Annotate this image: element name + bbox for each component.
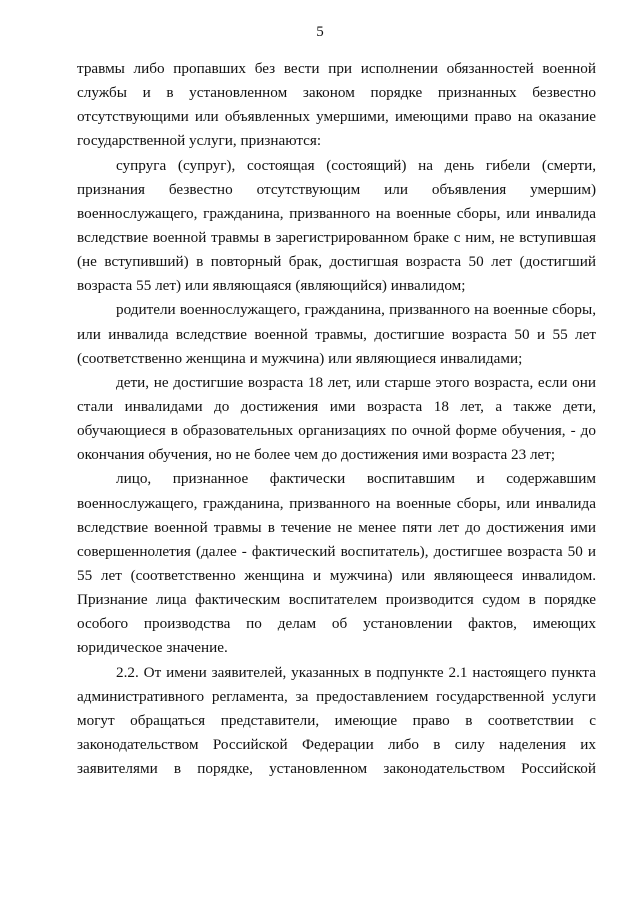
- text-line: службы и в установленном законом порядке признанных безвестно: [77, 84, 596, 102]
- text-line: военнослужащего, гражданина, призванного на военные сборы, или инвалида: [77, 494, 596, 512]
- paragraph-spouse: [77, 154, 596, 299]
- paragraph-guardian: [77, 467, 596, 660]
- text-line: лицо, признанное фактически воспитавшим и содержавшим: [116, 470, 596, 488]
- text-line: вследствие военной травмы в зарегистрированном браке с ним, не вступившая: [77, 228, 596, 246]
- text-line: окончания обучения, но не более чем до достижения ими возраста 23 лет;: [77, 446, 556, 464]
- page-number: 5: [316, 24, 324, 40]
- paragraph-parents: [77, 298, 596, 370]
- text-line: совершеннолетия (далее - фактический воспитатель), достигшее возраста 50 и: [77, 542, 596, 560]
- text-line: супруга (супруг), состоящая (состоящий) на день гибели (смерти,: [116, 156, 596, 174]
- text-line: вследствие военной травмы в течение не менее пяти лет до достижения ими: [77, 518, 596, 536]
- text-line: (соответственно женщина и мужчина) или являющиеся инвалидами;: [77, 349, 523, 367]
- text-line: признания безвестно отсутствующим или объявления умершим): [77, 180, 596, 198]
- text-line: обучающиеся в образовательных организациях по очной форме обучения, - до: [77, 422, 596, 440]
- text-line: могут обращаться представители, имеющие право в соответствии с: [77, 711, 596, 729]
- text-line: военнослужащего, гражданина, призванного на военные сборы, или инвалида: [77, 204, 596, 222]
- text-line: законодательством Российской Федерации либо в силу наделения их: [77, 735, 596, 753]
- text-line: государственной услуги, признаются:: [77, 132, 322, 150]
- document-body: [77, 57, 596, 781]
- paragraph-intro: [77, 57, 596, 154]
- text-line: особого производства по делам об установлении фактов, имеющих: [77, 615, 596, 633]
- text-line: возраста 55 лет) или являющаяся (являющийся) инвалидом;: [77, 277, 466, 295]
- text-line: дети, не достигшие возраста 18 лет, или старше этого возраста, если они: [116, 373, 596, 391]
- text-line: заявителями в порядке, установленном законодательством Российской: [77, 760, 596, 778]
- text-line: административного регламента, за предоставлением государственной услуги: [77, 687, 596, 705]
- text-line: родители военнослужащего, гражданина, призванного на военные сборы,: [116, 301, 596, 319]
- text-line: (не вступивший) в повторный брак, достигшая возраста 50 лет (достигший: [77, 253, 596, 271]
- text-line: 2.2. От имени заявителей, указанных в подпункте 2.1 настоящего пункта: [116, 663, 596, 681]
- paragraph-section-2-2: [77, 661, 596, 782]
- text-line: отсутствующими или объявленных умершими, имеющими право на оказание: [77, 108, 596, 126]
- paragraph-children: [77, 371, 596, 468]
- text-line: 55 лет (соответственно женщина и мужчина) или являющееся инвалидом.: [77, 566, 596, 584]
- text-line: травмы либо пропавших без вести при исполнении обязанностей военной: [77, 60, 596, 77]
- text-line: юридическое значение.: [77, 639, 228, 657]
- text-line: Признание лица фактическим воспитателем производится судом в порядке: [77, 591, 596, 609]
- text-line: или инвалида вследствие военной травмы, достигшие возраста 50 и 55 лет: [77, 325, 596, 343]
- text-line: стали инвалидами до достижения ими возраста 18 лет, а также дети,: [77, 397, 596, 415]
